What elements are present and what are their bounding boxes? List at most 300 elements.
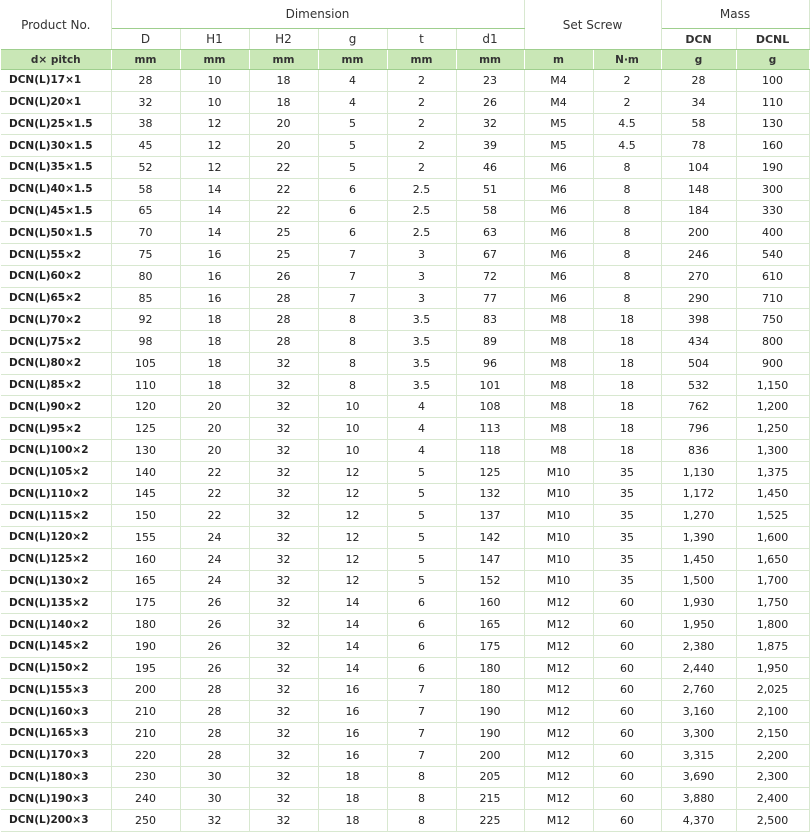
table-cell: 8	[593, 287, 661, 309]
table-cell: 14	[180, 200, 249, 222]
table-cell: 92	[111, 309, 180, 331]
table-cell: 28	[111, 70, 180, 92]
table-cell: M4	[524, 70, 593, 92]
product-no-cell: DCN(L)75×2	[1, 331, 111, 353]
table-cell: 7	[387, 679, 456, 701]
table-row	[1, 744, 809, 766]
table-cell: 1,130	[661, 461, 736, 483]
table-cell: 2,025	[736, 679, 809, 701]
table-cell: 1,930	[661, 592, 736, 614]
product-no-cell: DCN(L)135×2	[1, 592, 111, 614]
table-cell: 1,172	[661, 483, 736, 505]
table-row	[1, 592, 809, 614]
table-cell: 184	[661, 200, 736, 222]
header-col-dcnl: DCNL	[736, 29, 809, 50]
table-cell: 22	[180, 461, 249, 483]
table-cell: 130	[111, 440, 180, 462]
table-row	[1, 265, 809, 287]
table-cell: 147	[456, 548, 524, 570]
table-cell: 32	[180, 810, 249, 832]
table-cell: 2	[387, 113, 456, 135]
table-cell: M6	[524, 157, 593, 179]
table-cell: 16	[318, 744, 387, 766]
table-cell: 26	[180, 635, 249, 657]
table-cell: 8	[318, 352, 387, 374]
table-cell: 28	[180, 679, 249, 701]
table-cell: 60	[593, 701, 661, 723]
table-cell: 35	[593, 461, 661, 483]
table-cell: 8	[318, 374, 387, 396]
table-cell: M8	[524, 331, 593, 353]
table-cell: M10	[524, 527, 593, 549]
table-cell: 210	[111, 722, 180, 744]
table-cell: 6	[318, 200, 387, 222]
product-no-cell: DCN(L)110×2	[1, 483, 111, 505]
unit-cell: mm	[387, 50, 456, 70]
table-cell: 22	[249, 157, 318, 179]
table-cell: 85	[111, 287, 180, 309]
table-cell: 200	[111, 679, 180, 701]
table-cell: 32	[249, 679, 318, 701]
table-cell: 32	[249, 788, 318, 810]
table-cell: M10	[524, 548, 593, 570]
table-row	[1, 788, 809, 810]
table-cell: 16	[180, 287, 249, 309]
product-spec-table	[1, 0, 810, 832]
table-cell: 1,750	[736, 592, 809, 614]
table-row	[1, 200, 809, 222]
table-cell: 532	[661, 374, 736, 396]
table-cell: 2,100	[736, 701, 809, 723]
table-cell: 14	[180, 222, 249, 244]
header-col-h1: H1	[180, 29, 249, 50]
table-row	[1, 548, 809, 570]
table-cell: 190	[456, 701, 524, 723]
table-cell: 3.5	[387, 331, 456, 353]
table-cell: 400	[736, 222, 809, 244]
table-cell: 32	[249, 657, 318, 679]
table-row	[1, 309, 809, 331]
table-cell: 18	[180, 331, 249, 353]
table-row	[1, 701, 809, 723]
product-no-cell: DCN(L)95×2	[1, 418, 111, 440]
table-cell: 10	[318, 440, 387, 462]
table-cell: 900	[736, 352, 809, 374]
table-cell: 210	[111, 701, 180, 723]
table-row	[1, 614, 809, 636]
table-cell: 5	[387, 548, 456, 570]
product-no-cell: DCN(L)50×1.5	[1, 222, 111, 244]
table-cell: 160	[456, 592, 524, 614]
table-cell: 246	[661, 244, 736, 266]
table-cell: 18	[249, 70, 318, 92]
product-no-cell: DCN(L)105×2	[1, 461, 111, 483]
product-no-cell: DCN(L)145×2	[1, 635, 111, 657]
table-cell: 16	[318, 679, 387, 701]
table-cell: 434	[661, 331, 736, 353]
table-cell: 2,150	[736, 722, 809, 744]
table-cell: 60	[593, 635, 661, 657]
table-row	[1, 396, 809, 418]
table-cell: 190	[111, 635, 180, 657]
table-cell: 83	[456, 309, 524, 331]
table-cell: 145	[111, 483, 180, 505]
table-cell: 140	[111, 461, 180, 483]
table-cell: 165	[456, 614, 524, 636]
table-cell: M6	[524, 200, 593, 222]
table-cell: 60	[593, 614, 661, 636]
table-cell: 504	[661, 352, 736, 374]
table-cell: 51	[456, 178, 524, 200]
table-cell: 18	[180, 352, 249, 374]
table-cell: 10	[318, 418, 387, 440]
product-no-cell: DCN(L)60×2	[1, 265, 111, 287]
table-cell: 2,400	[736, 788, 809, 810]
table-cell: 2,300	[736, 766, 809, 788]
table-cell: M10	[524, 483, 593, 505]
table-cell: 3.5	[387, 352, 456, 374]
table-cell: M6	[524, 287, 593, 309]
table-cell: 1,390	[661, 527, 736, 549]
unit-cell: m	[524, 50, 593, 70]
table-cell: 35	[593, 483, 661, 505]
table-cell: 60	[593, 657, 661, 679]
unit-cell: mm	[111, 50, 180, 70]
table-cell: 39	[456, 135, 524, 157]
table-cell: 152	[456, 570, 524, 592]
table-cell: 5	[318, 113, 387, 135]
table-cell: 7	[318, 287, 387, 309]
table-cell: 3	[387, 265, 456, 287]
table-cell: 80	[111, 265, 180, 287]
table-cell: 18	[180, 309, 249, 331]
table-cell: 16	[180, 244, 249, 266]
table-cell: 5	[318, 157, 387, 179]
header-dimension: Dimension	[111, 0, 524, 29]
table-cell: M10	[524, 461, 593, 483]
table-cell: 137	[456, 505, 524, 527]
table-cell: 180	[111, 614, 180, 636]
table-cell: 1,270	[661, 505, 736, 527]
table-cell: 35	[593, 548, 661, 570]
table-cell: 3.5	[387, 309, 456, 331]
table-cell: 12	[180, 113, 249, 135]
table-cell: 18	[593, 396, 661, 418]
table-cell: 3,160	[661, 701, 736, 723]
table-cell: M6	[524, 244, 593, 266]
table-cell: 8	[387, 788, 456, 810]
table-row	[1, 461, 809, 483]
product-no-cell: DCN(L)90×2	[1, 396, 111, 418]
product-no-cell: DCN(L)25×1.5	[1, 113, 111, 135]
table-cell: 8	[387, 766, 456, 788]
table-cell: 6	[387, 635, 456, 657]
table-cell: 3.5	[387, 374, 456, 396]
table-cell: 2	[387, 135, 456, 157]
table-row	[1, 91, 809, 113]
product-no-cell: DCN(L)165×3	[1, 722, 111, 744]
product-no-cell: DCN(L)40×1.5	[1, 178, 111, 200]
header-col-dcn: DCN	[661, 29, 736, 50]
table-cell: 28	[180, 722, 249, 744]
table-cell: 2.5	[387, 178, 456, 200]
header-col-h2: H2	[249, 29, 318, 50]
product-no-cell: DCN(L)17×1	[1, 70, 111, 92]
table-cell: 18	[593, 440, 661, 462]
table-cell: 32	[249, 461, 318, 483]
table-cell: 200	[456, 744, 524, 766]
table-cell: 1,525	[736, 505, 809, 527]
product-no-cell: DCN(L)80×2	[1, 352, 111, 374]
table-cell: 12	[318, 548, 387, 570]
table-cell: 4	[318, 91, 387, 113]
product-no-cell: DCN(L)120×2	[1, 527, 111, 549]
table-cell: 18	[593, 374, 661, 396]
table-cell: 2	[593, 91, 661, 113]
table-cell: M5	[524, 113, 593, 135]
unit-cell: g	[736, 50, 809, 70]
unit-cell: g	[661, 50, 736, 70]
table-cell: 398	[661, 309, 736, 331]
table-cell: 240	[111, 788, 180, 810]
product-no-cell: DCN(L)85×2	[1, 374, 111, 396]
table-cell: 32	[249, 374, 318, 396]
table-cell: 32	[249, 352, 318, 374]
table-cell: 105	[111, 352, 180, 374]
table-cell: 22	[249, 178, 318, 200]
table-cell: 18	[249, 91, 318, 113]
table-cell: 28	[180, 701, 249, 723]
table-cell: 125	[456, 461, 524, 483]
table-cell: 32	[249, 592, 318, 614]
table-cell: 155	[111, 527, 180, 549]
table-cell: 8	[593, 178, 661, 200]
table-cell: 10	[180, 91, 249, 113]
product-no-cell: DCN(L)30×1.5	[1, 135, 111, 157]
table-cell: M12	[524, 744, 593, 766]
table-cell: 20	[180, 418, 249, 440]
table-cell: 78	[661, 135, 736, 157]
table-cell: 1,800	[736, 614, 809, 636]
table-cell: 3,300	[661, 722, 736, 744]
table-cell: 12	[318, 483, 387, 505]
table-cell: 32	[456, 113, 524, 135]
table-cell: M8	[524, 418, 593, 440]
table-cell: 24	[180, 527, 249, 549]
unit-cell: d× pitch	[1, 50, 111, 70]
table-row	[1, 679, 809, 701]
table-cell: 1,250	[736, 418, 809, 440]
table-cell: M8	[524, 352, 593, 374]
table-cell: 5	[387, 483, 456, 505]
header-set-screw: Set Screw	[524, 0, 661, 50]
table-cell: 4	[318, 70, 387, 92]
table-cell: 28	[661, 70, 736, 92]
table-cell: 18	[318, 810, 387, 832]
table-cell: 2,380	[661, 635, 736, 657]
product-no-cell: DCN(L)200×3	[1, 810, 111, 832]
table-cell: 10	[318, 396, 387, 418]
table-row	[1, 222, 809, 244]
table-cell: 270	[661, 265, 736, 287]
unit-cell: mm	[318, 50, 387, 70]
table-cell: 1,650	[736, 548, 809, 570]
table-cell: M12	[524, 766, 593, 788]
table-body	[1, 70, 809, 832]
table-cell: 26	[180, 592, 249, 614]
table-cell: 22	[180, 505, 249, 527]
table-cell: 67	[456, 244, 524, 266]
table-cell: 6	[387, 614, 456, 636]
table-cell: 540	[736, 244, 809, 266]
table-cell: 75	[111, 244, 180, 266]
table-cell: 4	[387, 418, 456, 440]
table-cell: 3	[387, 287, 456, 309]
table-cell: 108	[456, 396, 524, 418]
table-cell: 8	[387, 810, 456, 832]
header-col-t: t	[387, 29, 456, 50]
table-cell: 132	[456, 483, 524, 505]
table-cell: 4,370	[661, 810, 736, 832]
table-cell: 25	[249, 222, 318, 244]
table-cell: 28	[180, 744, 249, 766]
table-cell: 230	[111, 766, 180, 788]
table-cell: 3,315	[661, 744, 736, 766]
table-cell: 6	[318, 178, 387, 200]
table-cell: 58	[661, 113, 736, 135]
table-cell: 12	[180, 135, 249, 157]
table-row	[1, 527, 809, 549]
table-cell: 2	[593, 70, 661, 92]
product-no-cell: DCN(L)180×3	[1, 766, 111, 788]
table-cell: 180	[456, 657, 524, 679]
table-cell: 2.5	[387, 200, 456, 222]
table-cell: 96	[456, 352, 524, 374]
table-cell: 1,300	[736, 440, 809, 462]
table-cell: 32	[249, 766, 318, 788]
table-cell: 32	[249, 505, 318, 527]
product-no-cell: DCN(L)70×2	[1, 309, 111, 331]
table-cell: 7	[387, 722, 456, 744]
table-cell: 160	[111, 548, 180, 570]
table-cell: 18	[593, 352, 661, 374]
table-cell: 20	[249, 135, 318, 157]
table-cell: 18	[318, 766, 387, 788]
table-cell: 30	[180, 788, 249, 810]
table-cell: 3,880	[661, 788, 736, 810]
table-cell: 63	[456, 222, 524, 244]
table-cell: 130	[736, 113, 809, 135]
table-cell: 8	[593, 222, 661, 244]
table-cell: 1,875	[736, 635, 809, 657]
table-cell: 142	[456, 527, 524, 549]
unit-cell: mm	[180, 50, 249, 70]
table-cell: M12	[524, 635, 593, 657]
product-no-cell: DCN(L)115×2	[1, 505, 111, 527]
table-cell: 1,500	[661, 570, 736, 592]
table-cell: 24	[180, 548, 249, 570]
table-cell: 18	[180, 374, 249, 396]
table-cell: 16	[318, 701, 387, 723]
table-cell: 5	[387, 461, 456, 483]
header-col-d: D	[111, 29, 180, 50]
table-cell: 610	[736, 265, 809, 287]
table-row	[1, 178, 809, 200]
table-cell: M12	[524, 788, 593, 810]
table-cell: 150	[111, 505, 180, 527]
table-cell: 16	[180, 265, 249, 287]
table-cell: 118	[456, 440, 524, 462]
table-row	[1, 157, 809, 179]
table-cell: 72	[456, 265, 524, 287]
table-cell: 20	[180, 396, 249, 418]
table-cell: 1,700	[736, 570, 809, 592]
table-cell: 220	[111, 744, 180, 766]
table-cell: 12	[318, 570, 387, 592]
product-no-cell: DCN(L)130×2	[1, 570, 111, 592]
table-cell: 35	[593, 570, 661, 592]
product-no-cell: DCN(L)100×2	[1, 440, 111, 462]
product-no-cell: DCN(L)170×3	[1, 744, 111, 766]
table-cell: 2	[387, 157, 456, 179]
table-cell: 12	[180, 157, 249, 179]
table-cell: 4.5	[593, 135, 661, 157]
table-cell: 750	[736, 309, 809, 331]
table-cell: 14	[318, 657, 387, 679]
table-row	[1, 657, 809, 679]
table-cell: 12	[318, 505, 387, 527]
table-cell: 190	[736, 157, 809, 179]
table-cell: 225	[456, 810, 524, 832]
table-row	[1, 70, 809, 92]
table-cell: 6	[387, 657, 456, 679]
table-cell: 175	[456, 635, 524, 657]
table-cell: M8	[524, 309, 593, 331]
table-cell: M12	[524, 592, 593, 614]
table-row	[1, 418, 809, 440]
table-row	[1, 352, 809, 374]
product-no-cell: DCN(L)190×3	[1, 788, 111, 810]
table-cell: 110	[736, 91, 809, 113]
table-cell: 60	[593, 788, 661, 810]
table-cell: 32	[249, 614, 318, 636]
table-cell: 148	[661, 178, 736, 200]
table-row	[1, 505, 809, 527]
table-cell: 34	[661, 91, 736, 113]
product-no-cell: DCN(L)20×1	[1, 91, 111, 113]
table-cell: 1,950	[661, 614, 736, 636]
table-cell: 836	[661, 440, 736, 462]
table-cell: 98	[111, 331, 180, 353]
table-cell: 7	[387, 701, 456, 723]
table-cell: 2,440	[661, 657, 736, 679]
table-row	[1, 483, 809, 505]
table-cell: M8	[524, 440, 593, 462]
table-cell: 120	[111, 396, 180, 418]
table-cell: 4	[387, 440, 456, 462]
table-cell: 5	[387, 570, 456, 592]
table-row	[1, 766, 809, 788]
table-cell: 1,950	[736, 657, 809, 679]
table-cell: 250	[111, 810, 180, 832]
table-row	[1, 135, 809, 157]
table-cell: 28	[249, 287, 318, 309]
table-cell: 26	[180, 614, 249, 636]
table-row	[1, 722, 809, 744]
table-cell: 58	[456, 200, 524, 222]
product-no-cell: DCN(L)45×1.5	[1, 200, 111, 222]
product-no-cell: DCN(L)55×2	[1, 244, 111, 266]
